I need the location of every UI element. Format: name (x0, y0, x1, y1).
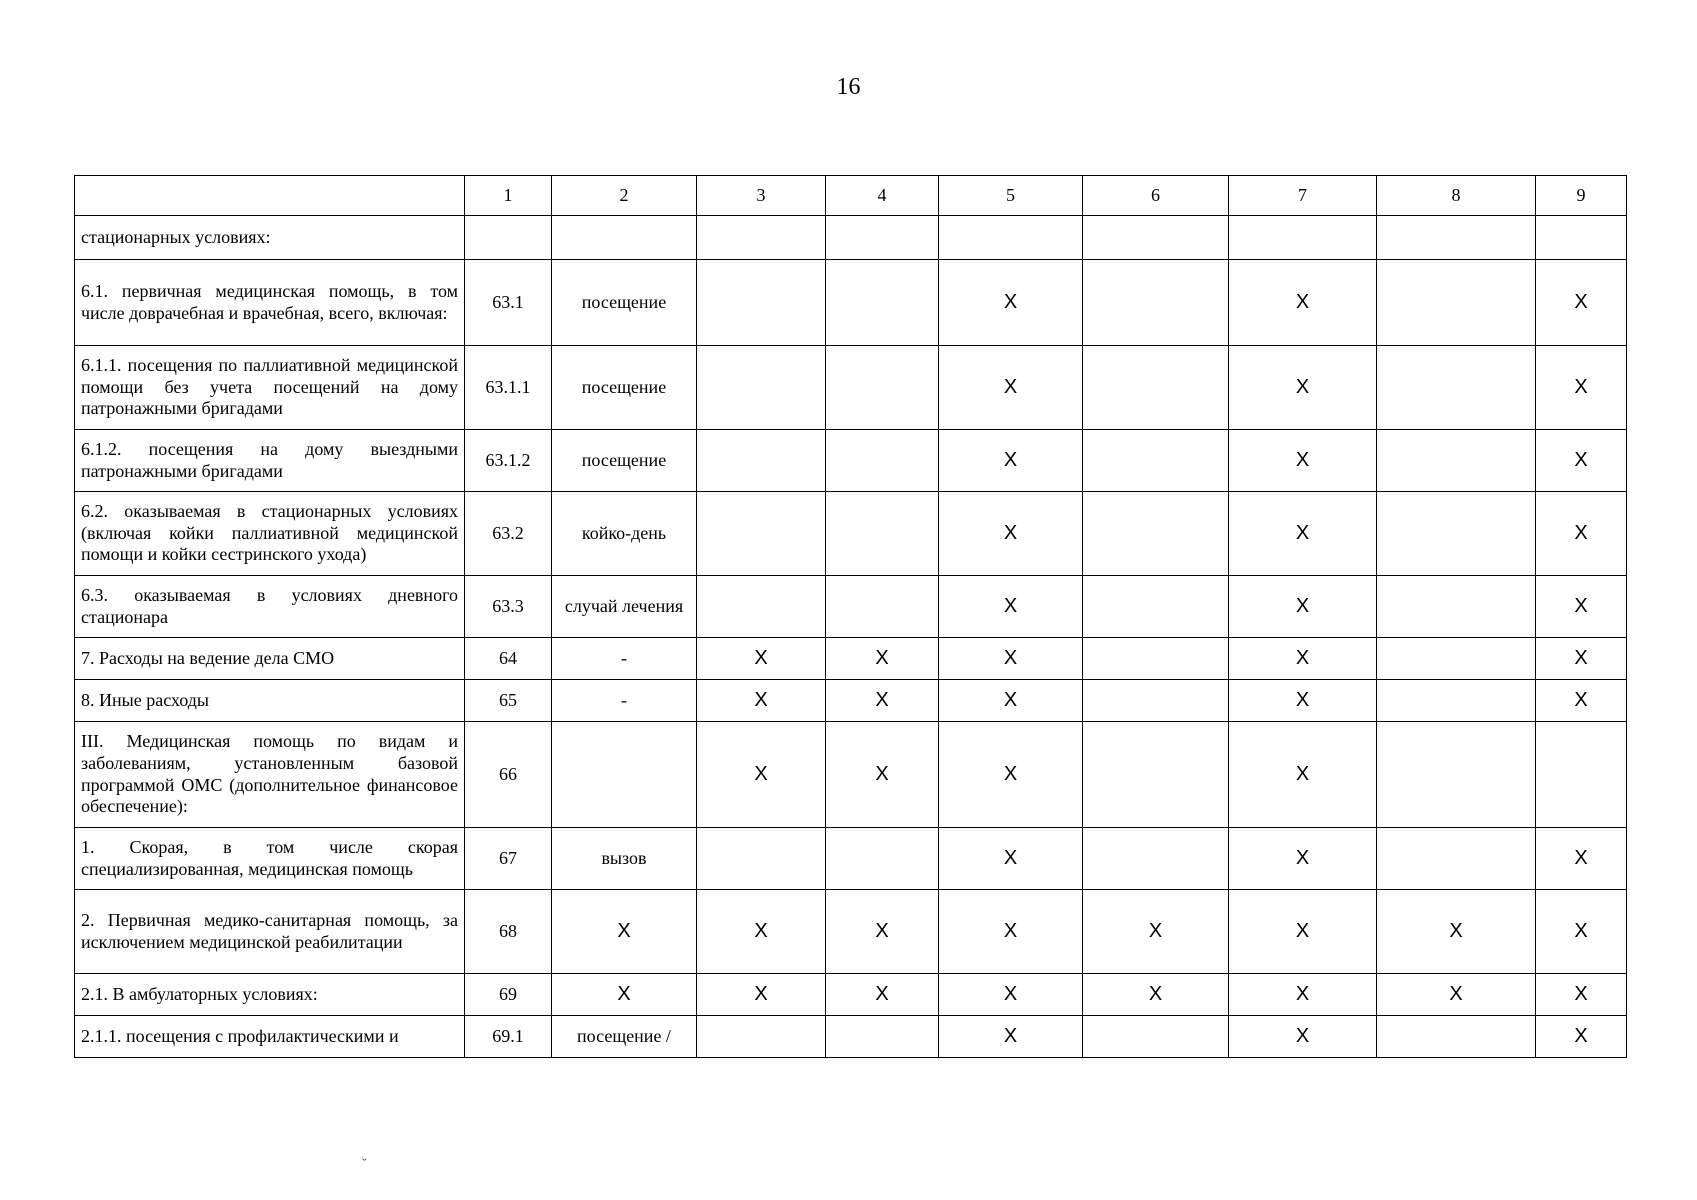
row-code-cell: 63.1.1 (465, 346, 552, 430)
table-cell: X (1083, 974, 1229, 1016)
table-cell: X (1536, 260, 1627, 346)
table-cell: X (1229, 974, 1377, 1016)
row-label: 6.1.1. посещения по паллиативной медицинской помощи без учета посещений на дому патронажными бригадами (75, 346, 465, 430)
table-cell (1083, 576, 1229, 638)
row-label: 2. Первичная медико-санитарная помощь, за исключением медицинской реабилитации (75, 890, 465, 974)
header-cell: 4 (826, 176, 939, 216)
table-cell: X (697, 974, 826, 1016)
row-label: 2.1. В амбулаторных условиях: (75, 974, 465, 1016)
table-cell (552, 216, 697, 260)
table-cell: X (939, 680, 1083, 722)
table-cell (697, 346, 826, 430)
report-table (74, 175, 1627, 1058)
row-code-cell: 63.1 (465, 260, 552, 346)
table-cell: X (697, 680, 826, 722)
table-cell: посещение (552, 430, 697, 492)
table-cell (826, 260, 939, 346)
table-cell (697, 1016, 826, 1058)
table-cell: X (1536, 1016, 1627, 1058)
table-cell (1083, 1016, 1229, 1058)
table-cell (1377, 1016, 1536, 1058)
row-code-cell: 64 (465, 638, 552, 680)
table-cell (697, 430, 826, 492)
table-cell (1083, 346, 1229, 430)
table-cell: X (1229, 722, 1377, 828)
table-cell: X (1536, 974, 1627, 1016)
row-label: III. Медицинская помощь по видам и заболеваниям, установленным базовой программой ОМС (дополнительное финансовое обеспечение): (75, 722, 465, 828)
table-cell: X (939, 492, 1083, 576)
table-cell: посещение / (552, 1016, 697, 1058)
row-label: 6.1.2. посещения на дому выездными патронажными бригадами (75, 430, 465, 492)
table-cell: - (552, 638, 697, 680)
table-cell: X (1536, 828, 1627, 890)
row-label: стационарных условиях: (75, 216, 465, 260)
row-label: 6.2. оказываемая в стационарных условиях (включая койки паллиативной медицинской помощи и койки сестринского ухода) (75, 492, 465, 576)
table-cell: X (1083, 890, 1229, 974)
row-code-cell: 63.1.2 (465, 430, 552, 492)
table-cell: X (697, 722, 826, 828)
table-cell: X (826, 680, 939, 722)
table-cell: X (1229, 260, 1377, 346)
table-cell (697, 260, 826, 346)
table-cell (1536, 722, 1627, 828)
table-cell: посещение (552, 260, 697, 346)
table-cell: X (1229, 346, 1377, 430)
table-cell: X (939, 974, 1083, 1016)
table-cell (697, 216, 826, 260)
table-cell: X (939, 260, 1083, 346)
table-cell: X (826, 722, 939, 828)
row-label: 6.3. оказываемая в условиях дневного стационара (75, 576, 465, 638)
row-label: 7. Расходы на ведение дела СМО (75, 638, 465, 680)
row-code-cell: 66 (465, 722, 552, 828)
table-cell (826, 430, 939, 492)
table-cell: X (826, 638, 939, 680)
table-cell (697, 828, 826, 890)
table-cell: X (1229, 828, 1377, 890)
header-cell: 8 (1377, 176, 1536, 216)
table-cell: X (1536, 890, 1627, 974)
table-cell: X (1229, 576, 1377, 638)
table-cell: X (1377, 974, 1536, 1016)
table-row (75, 492, 1627, 576)
table-cell: X (1229, 890, 1377, 974)
table-cell: X (939, 430, 1083, 492)
table-row (75, 680, 1627, 722)
table-cell (1377, 828, 1536, 890)
table-cell (552, 722, 697, 828)
table-cell (1377, 216, 1536, 260)
table-cell: - (552, 680, 697, 722)
table-cell: X (552, 890, 697, 974)
table-cell (826, 576, 939, 638)
table-cell: X (1536, 638, 1627, 680)
row-label: 6.1. первичная медицинская помощь, в том числе доврачебная и врачебная, всего, включая: (75, 260, 465, 346)
table-cell (1377, 638, 1536, 680)
table-cell (697, 576, 826, 638)
table-row (75, 638, 1627, 680)
table-cell (826, 1016, 939, 1058)
table-cell: случай лечения (552, 576, 697, 638)
table-cell: X (1536, 576, 1627, 638)
table-cell (1083, 492, 1229, 576)
row-code-cell (465, 216, 552, 260)
row-code-cell: 69.1 (465, 1016, 552, 1058)
header-cell: 1 (465, 176, 552, 216)
table-cell (1377, 346, 1536, 430)
header-cell: 9 (1536, 176, 1627, 216)
table-row (75, 576, 1627, 638)
table-cell: X (1377, 890, 1536, 974)
table-cell: X (939, 576, 1083, 638)
table-cell: X (939, 722, 1083, 828)
table-row (75, 974, 1627, 1016)
table-cell (1536, 216, 1627, 260)
table-row (75, 890, 1627, 974)
table-cell: X (1536, 346, 1627, 430)
stray-mark: ˇ (362, 1157, 367, 1172)
table-cell (1083, 828, 1229, 890)
table-cell: X (939, 1016, 1083, 1058)
table-cell: X (697, 638, 826, 680)
table-cell: X (939, 346, 1083, 430)
table-cell: X (1229, 680, 1377, 722)
table-cell: X (939, 638, 1083, 680)
table-cell: X (1229, 492, 1377, 576)
table-cell (1083, 430, 1229, 492)
header-cell: 6 (1083, 176, 1229, 216)
table-cell (1083, 638, 1229, 680)
row-code-cell: 69 (465, 974, 552, 1016)
table-cell: X (1536, 430, 1627, 492)
table-cell: X (1229, 1016, 1377, 1058)
header-cell: 7 (1229, 176, 1377, 216)
row-code-cell: 68 (465, 890, 552, 974)
table-cell: посещение (552, 346, 697, 430)
table-row (75, 346, 1627, 430)
table-cell: X (1536, 492, 1627, 576)
table-cell: X (826, 974, 939, 1016)
row-code-cell: 63.2 (465, 492, 552, 576)
table-cell (1083, 216, 1229, 260)
table-cell (1229, 216, 1377, 260)
table-cell (697, 492, 826, 576)
table-row (75, 260, 1627, 346)
table-body (75, 176, 1627, 1058)
table-cell (1083, 680, 1229, 722)
header-cell: 5 (939, 176, 1083, 216)
table-row (75, 722, 1627, 828)
table-cell (826, 492, 939, 576)
table-cell: X (826, 890, 939, 974)
table-cell: X (552, 974, 697, 1016)
table-cell (1377, 492, 1536, 576)
table-cell (1377, 260, 1536, 346)
row-code-cell: 67 (465, 828, 552, 890)
table-row (75, 430, 1627, 492)
table-cell: X (1229, 430, 1377, 492)
table-cell: X (939, 828, 1083, 890)
table-cell (1083, 260, 1229, 346)
table-cell: X (939, 890, 1083, 974)
header-cell: 3 (697, 176, 826, 216)
table-cell (826, 828, 939, 890)
table-cell (939, 216, 1083, 260)
table-cell (1377, 680, 1536, 722)
table-cell (1083, 722, 1229, 828)
page-number: 16 (836, 74, 861, 100)
table-cell: вызов (552, 828, 697, 890)
table-cell (1377, 722, 1536, 828)
row-label: 8. Иные расходы (75, 680, 465, 722)
table-cell: X (697, 890, 826, 974)
row-label: 1. Скорая, в том числе скорая специализированная, медицинская помощь (75, 828, 465, 890)
row-label: 2.1.1. посещения с профилактическими и (75, 1016, 465, 1058)
table-row (75, 216, 1627, 260)
header-cell: 2 (552, 176, 697, 216)
table-cell: койко-день (552, 492, 697, 576)
table-cell: X (1536, 680, 1627, 722)
table-cell (826, 346, 939, 430)
row-code-cell: 63.3 (465, 576, 552, 638)
table-cell: X (1229, 638, 1377, 680)
header-cell (75, 176, 465, 216)
table-cell (1377, 430, 1536, 492)
table-row (75, 1016, 1627, 1058)
table-cell (826, 216, 939, 260)
table-row (75, 828, 1627, 890)
header-row (75, 176, 1627, 216)
table-cell (1377, 576, 1536, 638)
row-code-cell: 65 (465, 680, 552, 722)
